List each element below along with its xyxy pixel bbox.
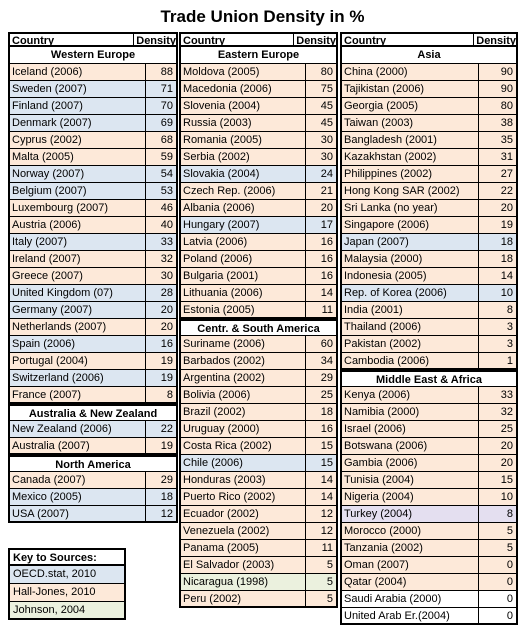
- table-row: [340, 591, 518, 608]
- country-cell: Suriname (2006): [181, 336, 306, 352]
- country-cell: Bolivia (2006): [181, 387, 306, 403]
- table-row: [340, 234, 518, 251]
- table-row: [179, 200, 338, 217]
- density-cell: 8: [166, 389, 173, 401]
- country-cell: Qatar (2004): [342, 574, 479, 590]
- table-row: [179, 370, 338, 387]
- density-cell: 30: [320, 151, 333, 163]
- density-cell: 53: [160, 185, 173, 197]
- table-row: [340, 421, 518, 438]
- country-cell: Ecuador (2002): [181, 506, 306, 522]
- table-row: [179, 489, 338, 506]
- density-cell: 20: [500, 440, 513, 452]
- country-cell: Serbia (2002): [181, 149, 306, 165]
- density-cell: 32: [160, 253, 173, 265]
- country-cell: Chile (2006): [181, 455, 306, 471]
- density-cell: 14: [320, 287, 333, 299]
- source-key: [8, 548, 126, 620]
- country-cell: Cambodia (2006): [342, 353, 479, 368]
- density-cell: 30: [160, 270, 173, 282]
- table-row: [340, 387, 518, 404]
- country-cell: Albania (2006): [181, 200, 306, 216]
- table-row: [179, 166, 338, 183]
- table-row: [8, 506, 178, 523]
- table-row: [179, 438, 338, 455]
- table-row: [340, 404, 518, 421]
- table-row: [179, 98, 338, 115]
- table-row: [179, 81, 338, 98]
- country-cell: Spain (2006): [10, 336, 146, 352]
- country-header: Country: [181, 34, 294, 45]
- table-row: [179, 353, 338, 370]
- country-cell: Mexico (2005): [10, 489, 146, 505]
- table-row: [340, 472, 518, 489]
- density-cell: 15: [320, 457, 333, 469]
- table-row: [340, 200, 518, 217]
- table-row: [8, 353, 178, 370]
- country-cell: Italy (2007): [10, 234, 146, 250]
- key-item: Johnson, 2004: [8, 602, 126, 620]
- country-cell: Costa Rica (2002): [181, 438, 306, 454]
- density-cell: 24: [320, 168, 333, 180]
- key-item: Hall-Jones, 2010: [8, 584, 126, 602]
- country-cell: Morocco (2000): [342, 523, 479, 539]
- density-cell: 80: [500, 100, 513, 112]
- density-cell: 16: [160, 338, 173, 350]
- country-cell: Peru (2002): [181, 591, 306, 606]
- table-row: [179, 557, 338, 574]
- density-cell: 22: [160, 423, 173, 435]
- table-row: [8, 217, 178, 234]
- table-row: [340, 81, 518, 98]
- country-cell: Slovakia (2004): [181, 166, 306, 182]
- table-row: [340, 251, 518, 268]
- country-cell: Taiwan (2003): [342, 115, 479, 131]
- table-row: [8, 285, 178, 302]
- table-row: [340, 336, 518, 353]
- country-cell: India (2001): [342, 302, 479, 318]
- table-row: [340, 285, 518, 302]
- table-row: [179, 404, 338, 421]
- table-row: [8, 370, 178, 387]
- table-row: [8, 166, 178, 183]
- density-header: Density: [296, 35, 336, 47]
- table-row: [179, 387, 338, 404]
- table-row: [8, 98, 178, 115]
- density-cell: 18: [160, 491, 173, 503]
- table-row: [179, 251, 338, 268]
- density-cell: 14: [320, 474, 333, 486]
- country-cell: Botswana (2006): [342, 438, 479, 454]
- table-row: [8, 149, 178, 166]
- country-cell: Tanzania (2002): [342, 540, 479, 556]
- density-cell: 11: [321, 304, 333, 316]
- country-cell: Singapore (2006): [342, 217, 479, 233]
- density-cell: 19: [500, 219, 513, 231]
- page-title: Trade Union Density in %: [160, 7, 365, 26]
- country-cell: United Kingdom (07): [10, 285, 146, 301]
- table-row: [340, 608, 518, 625]
- country-cell: Philippines (2002): [342, 166, 479, 182]
- country-cell: Bangladesh (2001): [342, 132, 479, 148]
- country-header: Country: [342, 34, 474, 45]
- density-cell: 22: [500, 185, 513, 197]
- density-cell: 46: [160, 202, 173, 214]
- table-row: [340, 217, 518, 234]
- country-cell: Indonesia (2005): [342, 268, 479, 284]
- region-heading: Middle East & Africa: [340, 370, 518, 387]
- density-cell: 75: [320, 83, 333, 95]
- table-row: [179, 268, 338, 285]
- density-cell: 1: [506, 355, 513, 367]
- country-cell: Turkey (2004): [342, 506, 479, 522]
- country-cell: Denmark (2007): [10, 115, 146, 131]
- table-row: [179, 183, 338, 200]
- country-cell: Georgia (2005): [342, 98, 479, 114]
- density-cell: 20: [500, 202, 513, 214]
- table-row: [179, 455, 338, 472]
- density-cell: 12: [320, 508, 333, 520]
- region-heading: Western Europe: [8, 47, 178, 64]
- country-cell: Finland (2007): [10, 98, 146, 114]
- country-cell: Pakistan (2002): [342, 336, 479, 352]
- country-cell: Hong Kong SAR (2002): [342, 183, 479, 199]
- table-row: [8, 268, 178, 285]
- density-cell: 59: [160, 151, 173, 163]
- table-row: [8, 81, 178, 98]
- country-cell: Norway (2007): [10, 166, 146, 182]
- density-cell: 3: [506, 321, 513, 333]
- table-row: [340, 506, 518, 523]
- density-cell: 25: [320, 389, 333, 401]
- table-row: [340, 353, 518, 370]
- table-row: [8, 421, 178, 438]
- density-cell: 35: [500, 134, 513, 146]
- table-row: [8, 200, 178, 217]
- country-cell: Rep. of Korea (2006): [342, 285, 479, 301]
- density-cell: 20: [500, 457, 513, 469]
- density-cell: 20: [160, 304, 173, 316]
- table-row: [340, 438, 518, 455]
- density-cell: 90: [500, 83, 513, 95]
- density-cell: 14: [500, 270, 513, 282]
- table-row: [8, 132, 178, 149]
- country-cell: Kenya (2006): [342, 387, 479, 403]
- density-cell: 0: [506, 576, 513, 588]
- density-cell: 20: [320, 202, 333, 214]
- density-cell: 16: [320, 236, 333, 248]
- country-cell: Czech Rep. (2006): [181, 183, 306, 199]
- country-cell: Romania (2005): [181, 132, 306, 148]
- density-cell: 20: [160, 321, 173, 333]
- table-row: [8, 183, 178, 200]
- table-row: [340, 455, 518, 472]
- table-row: [179, 302, 338, 319]
- country-cell: France (2007): [10, 387, 146, 402]
- table-row: [340, 149, 518, 166]
- country-cell: Luxembourg (2007): [10, 200, 146, 216]
- table-row: [8, 115, 178, 132]
- density-cell: 0: [506, 610, 513, 622]
- table-row: [340, 64, 518, 81]
- density-cell: 16: [320, 423, 333, 435]
- table-row: [8, 64, 178, 81]
- country-cell: Slovenia (2004): [181, 98, 306, 114]
- region-heading: Asia: [340, 47, 518, 64]
- table-row: [340, 132, 518, 149]
- density-cell: 31: [500, 151, 513, 163]
- density-cell: 0: [506, 593, 513, 605]
- country-cell: Venezuela (2002): [181, 523, 306, 539]
- table-row: [340, 183, 518, 200]
- country-cell: Lithuania (2006): [181, 285, 306, 301]
- density-cell: 15: [500, 474, 513, 486]
- density-cell: 29: [320, 372, 333, 384]
- country-cell: Portugal (2004): [10, 353, 146, 369]
- density-cell: 16: [320, 253, 333, 265]
- table-row: [179, 285, 338, 302]
- density-cell: 11: [321, 542, 333, 554]
- column-left: [8, 32, 178, 523]
- density-cell: 18: [500, 253, 513, 265]
- region-heading: Australia & New Zealand: [8, 404, 178, 421]
- density-cell: 15: [320, 440, 333, 452]
- country-cell: Moldova (2005): [181, 64, 306, 80]
- country-cell: Greece (2007): [10, 268, 146, 284]
- country-cell: Netherlands (2007): [10, 319, 146, 335]
- table-row: [179, 506, 338, 523]
- table-row: [8, 438, 178, 455]
- table-header: [179, 32, 338, 47]
- table-row: [179, 217, 338, 234]
- density-header: Density: [136, 35, 176, 47]
- country-cell: New Zealand (2006): [10, 421, 146, 437]
- country-cell: Argentina (2002): [181, 370, 306, 386]
- table-row: [179, 132, 338, 149]
- density-cell: 30: [320, 134, 333, 146]
- density-cell: 25: [500, 423, 513, 435]
- table-row: [340, 523, 518, 540]
- density-cell: 32: [500, 406, 513, 418]
- density-cell: 71: [160, 83, 173, 95]
- density-cell: 5: [326, 593, 333, 605]
- table-row: [340, 557, 518, 574]
- country-cell: Switzerland (2006): [10, 370, 146, 386]
- country-cell: Hungary (2007): [181, 217, 306, 233]
- country-cell: Russia (2003): [181, 115, 306, 131]
- density-cell: 5: [506, 542, 513, 554]
- country-cell: Nicaragua (1998): [181, 574, 306, 590]
- density-cell: 29: [160, 474, 173, 486]
- table-row: [8, 472, 178, 489]
- country-cell: Saudi Arabia (2000): [342, 591, 479, 607]
- density-cell: 45: [320, 100, 333, 112]
- table-row: [340, 166, 518, 183]
- country-cell: Malta (2005): [10, 149, 146, 165]
- table-row: [179, 574, 338, 591]
- country-cell: Iceland (2006): [10, 64, 146, 80]
- country-cell: Macedonia (2006): [181, 81, 306, 97]
- country-cell: Thailand (2006): [342, 319, 479, 335]
- table-row: [8, 234, 178, 251]
- country-cell: United Arab Er.(2004): [342, 608, 479, 623]
- column-right: [340, 32, 518, 625]
- density-cell: 12: [160, 508, 173, 520]
- country-cell: Poland (2006): [181, 251, 306, 267]
- table-row: [340, 115, 518, 132]
- density-cell: 70: [160, 100, 173, 112]
- table-row: [340, 268, 518, 285]
- table-row: [179, 591, 338, 608]
- country-cell: Puerto Rico (2002): [181, 489, 306, 505]
- country-cell: Latvia (2006): [181, 234, 306, 250]
- density-cell: 5: [506, 525, 513, 537]
- table-row: [340, 319, 518, 336]
- key-title: Key to Sources:: [8, 548, 126, 566]
- country-cell: Austria (2006): [10, 217, 146, 233]
- column-middle: [179, 32, 338, 608]
- density-cell: 18: [320, 406, 333, 418]
- country-cell: Nigeria (2004): [342, 489, 479, 505]
- density-cell: 12: [320, 525, 333, 537]
- table-row: [179, 64, 338, 81]
- density-cell: 33: [500, 389, 513, 401]
- density-cell: 34: [320, 355, 333, 367]
- table-row: [340, 540, 518, 557]
- country-cell: Gambia (2006): [342, 455, 479, 471]
- density-header: Density: [476, 35, 516, 47]
- density-cell: 21: [320, 185, 333, 197]
- density-cell: 8: [506, 304, 513, 316]
- table-row: [179, 149, 338, 166]
- density-cell: 16: [320, 270, 333, 282]
- table-header: [340, 32, 518, 47]
- density-cell: 68: [160, 134, 173, 146]
- country-cell: Sweden (2007): [10, 81, 146, 97]
- table-row: [8, 336, 178, 353]
- table-row: [179, 336, 338, 353]
- density-cell: 19: [160, 355, 173, 367]
- density-cell: 88: [160, 66, 173, 78]
- country-cell: Panama (2005): [181, 540, 306, 556]
- country-cell: Canada (2007): [10, 472, 146, 488]
- country-cell: Barbados (2002): [181, 353, 306, 369]
- table-row: [179, 523, 338, 540]
- region-heading: North America: [8, 455, 178, 472]
- density-cell: 69: [160, 117, 173, 129]
- table-row: [8, 302, 178, 319]
- density-cell: 28: [160, 287, 173, 299]
- country-cell: El Salvador (2003): [181, 557, 306, 573]
- density-cell: 40: [160, 219, 173, 231]
- table-row: [179, 234, 338, 251]
- density-cell: 10: [500, 287, 513, 299]
- density-cell: 8: [506, 508, 513, 520]
- country-cell: USA (2007): [10, 506, 146, 521]
- country-cell: Estonia (2005): [181, 302, 306, 317]
- table-row: [340, 489, 518, 506]
- table-row: [340, 98, 518, 115]
- density-cell: 54: [160, 168, 173, 180]
- country-cell: Kazakhstan (2002): [342, 149, 479, 165]
- density-cell: 80: [320, 66, 333, 78]
- density-cell: 18: [500, 236, 513, 248]
- table-row: [179, 472, 338, 489]
- country-cell: Sri Lanka (no year): [342, 200, 479, 216]
- table-row: [179, 115, 338, 132]
- country-cell: Malaysia (2000): [342, 251, 479, 267]
- table-header: [8, 32, 178, 47]
- country-cell: Israel (2006): [342, 421, 479, 437]
- table-row: [8, 319, 178, 336]
- country-cell: Tajikistan (2006): [342, 81, 479, 97]
- density-cell: 5: [326, 559, 333, 571]
- table-row: [340, 574, 518, 591]
- country-header: Country: [10, 34, 134, 45]
- density-cell: 0: [506, 559, 513, 571]
- table-row: [8, 489, 178, 506]
- density-cell: 90: [500, 66, 513, 78]
- country-cell: China (2000): [342, 64, 479, 80]
- density-cell: 19: [160, 372, 173, 384]
- country-cell: Japan (2007): [342, 234, 479, 250]
- density-cell: 14: [320, 491, 333, 503]
- table-row: [340, 302, 518, 319]
- country-cell: Tunisia (2004): [342, 472, 479, 488]
- country-cell: Cyprus (2002): [10, 132, 146, 148]
- density-cell: 38: [500, 117, 513, 129]
- country-cell: Ireland (2007): [10, 251, 146, 267]
- country-cell: Uruguay (2000): [181, 421, 306, 437]
- country-cell: Australia (2007): [10, 438, 146, 453]
- density-cell: 60: [320, 338, 333, 350]
- key-item: OECD.stat, 2010: [8, 566, 126, 584]
- country-cell: Belgium (2007): [10, 183, 146, 199]
- density-cell: 27: [500, 168, 513, 180]
- table-row: [8, 251, 178, 268]
- table-row: [8, 387, 178, 404]
- density-cell: 19: [160, 440, 173, 452]
- country-cell: Brazil (2002): [181, 404, 306, 420]
- country-cell: Honduras (2003): [181, 472, 306, 488]
- country-cell: Oman (2007): [342, 557, 479, 573]
- density-cell: 3: [506, 338, 513, 350]
- country-cell: Germany (2007): [10, 302, 146, 318]
- country-cell: Namibia (2000): [342, 404, 479, 420]
- density-cell: 17: [320, 219, 333, 231]
- table-row: [179, 540, 338, 557]
- density-cell: 5: [326, 576, 333, 588]
- density-cell: 45: [320, 117, 333, 129]
- country-cell: Bulgaria (2001): [181, 268, 306, 284]
- region-heading: Eastern Europe: [179, 47, 338, 64]
- density-cell: 10: [500, 491, 513, 503]
- table-row: [179, 421, 338, 438]
- region-heading: Centr. & South America: [179, 319, 338, 336]
- density-cell: 33: [160, 236, 173, 248]
